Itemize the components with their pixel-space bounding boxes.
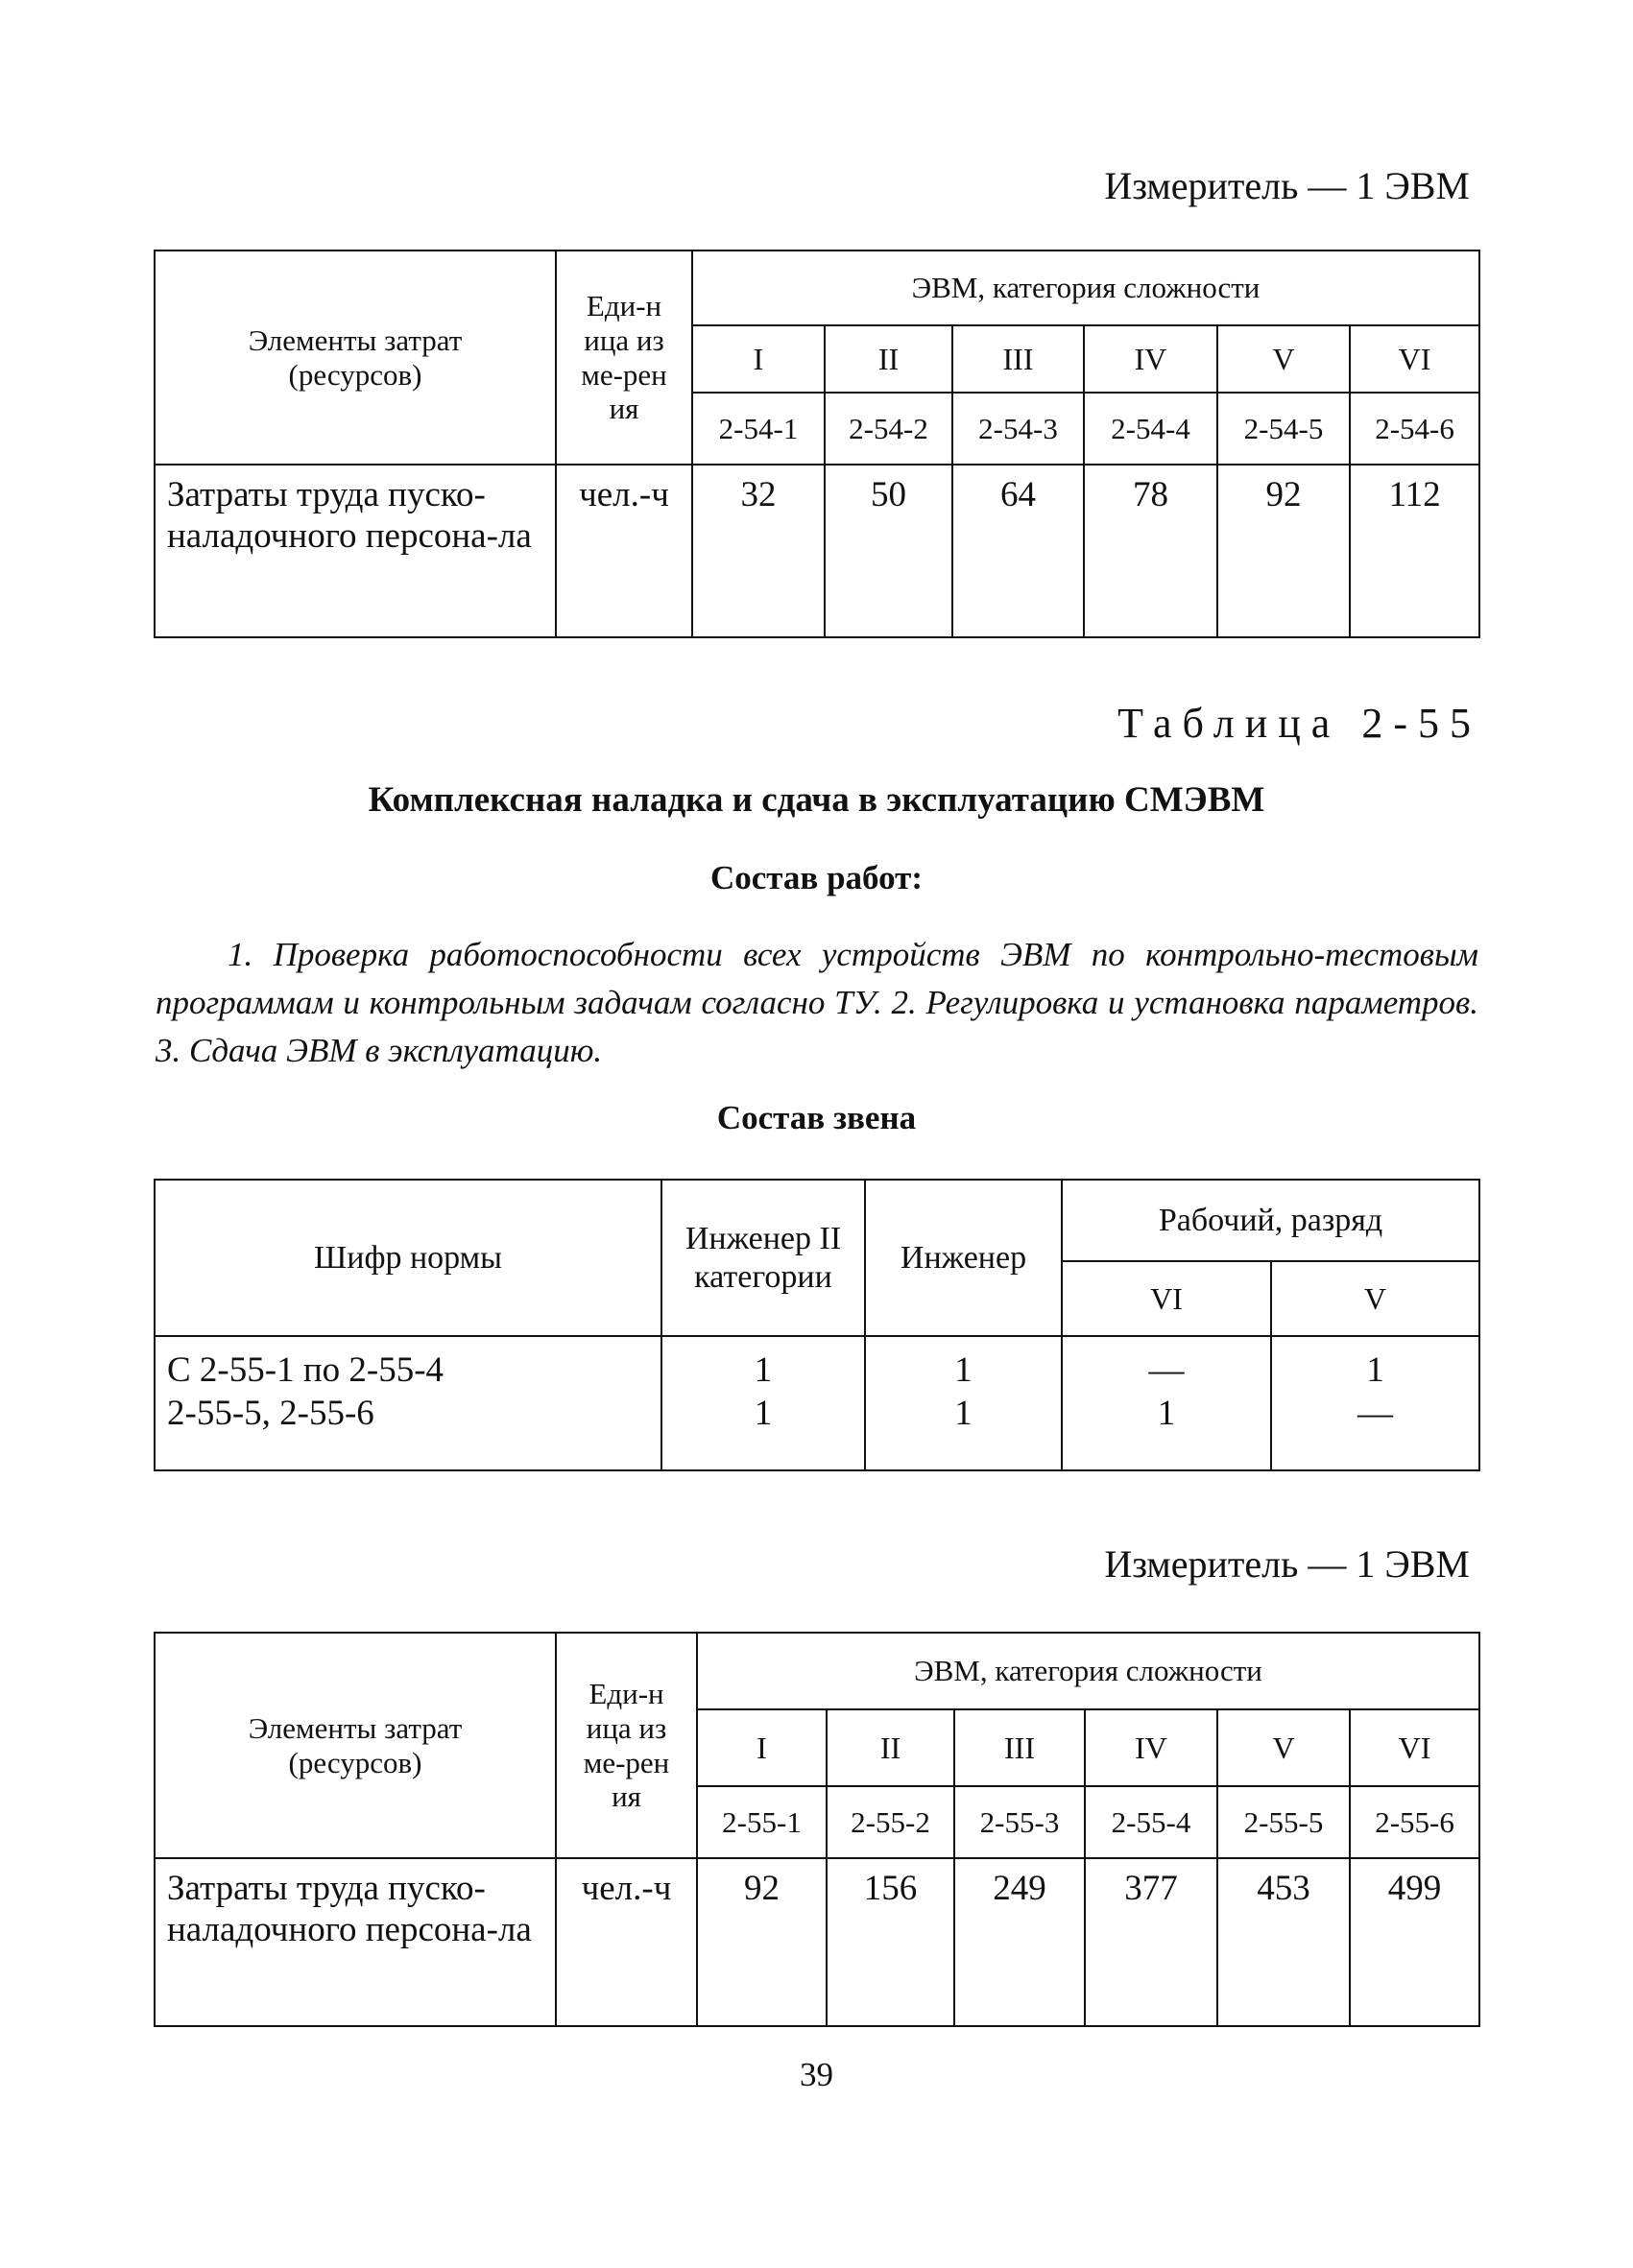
row-label: Затраты труда пуско-наладочного персона-ла	[155, 465, 556, 637]
code-cell: 2-55-1	[697, 1786, 827, 1858]
header-code: Шифр нормы	[155, 1180, 661, 1336]
header-unit: Еди-ница изме-рения	[556, 251, 692, 465]
works-text: 1. Проверка работоспособности всех устройств ЭВМ по контрольно-тестовым программам и контрольным задачам согласно ТУ. 2. Регулировка и установка параметров. 3. Сдача ЭВМ в эксплуатацию.	[156, 936, 1478, 1069]
value-cell: 249	[954, 1858, 1085, 2026]
header-category-group: ЭВМ, категория сложности	[692, 251, 1479, 325]
table-2-55	[154, 1632, 1480, 2027]
header-engineer-2: Инженер II категории	[661, 1180, 865, 1336]
code-cell: 2-54-4	[1084, 393, 1217, 465]
value-cell: 92	[697, 1858, 827, 2026]
header-category-group: ЭВМ, категория сложности	[697, 1633, 1479, 1709]
category-cell: IV	[1084, 325, 1217, 393]
header-unit: Еди-ница изме-рения	[556, 1633, 697, 1858]
category-cell: VI	[1350, 325, 1479, 393]
measure-label-bottom: Измеритель — 1 ЭВМ	[1104, 1542, 1470, 1586]
code-cell: 2-54-6	[1350, 393, 1479, 465]
category-cell: II	[825, 325, 952, 393]
code-cell: 2-55-6	[1350, 1786, 1479, 1858]
value-cell: 32	[692, 465, 825, 637]
value-cell: 112	[1350, 465, 1479, 637]
crew-grade6-cell: — 1	[1062, 1336, 1271, 1470]
grade-cell: V	[1271, 1261, 1479, 1336]
header-elements: Элементы затрат (ресурсов)	[155, 1633, 556, 1858]
measure-label-top: Измеритель — 1 ЭВМ	[1104, 164, 1470, 207]
category-cell: I	[692, 325, 825, 393]
code-cell: 2-54-5	[1217, 393, 1350, 465]
value-cell: 156	[827, 1858, 954, 2026]
row-unit: чел.-ч	[556, 465, 692, 637]
code-cell: 2-55-4	[1085, 1786, 1217, 1858]
category-cell: VI	[1350, 1709, 1479, 1786]
code-cell: 2-54-2	[825, 393, 952, 465]
table-title: Таблица 2-55	[1117, 700, 1481, 747]
category-cell: V	[1217, 325, 1350, 393]
value-cell: 92	[1217, 465, 1350, 637]
page-number: 39	[800, 2056, 833, 2093]
value-cell: 50	[825, 465, 952, 637]
crew-grade5-cell: 1 —	[1271, 1336, 1479, 1470]
category-cell: III	[952, 325, 1084, 393]
value-cell: 78	[1084, 465, 1217, 637]
category-cell: I	[697, 1709, 827, 1786]
works-title: Состав работ:	[710, 859, 923, 896]
header-elements: Элементы затрат (ресурсов)	[155, 251, 556, 465]
header-engineer: Инженер	[865, 1180, 1062, 1336]
code-cell: 2-55-5	[1217, 1786, 1350, 1858]
table-2-54	[154, 250, 1480, 638]
crew-title: Состав звена	[716, 1099, 917, 1136]
row-label: Затраты труда пуско-наладочного персона-ла	[155, 1858, 556, 2026]
section-heading: Комплексная наладка и сдача в эксплуатацию СМЭВМ	[368, 780, 1265, 820]
category-cell: III	[954, 1709, 1085, 1786]
category-cell: II	[827, 1709, 954, 1786]
code-cell: 2-54-1	[692, 393, 825, 465]
code-cell: 2-55-2	[827, 1786, 954, 1858]
header-workers: Рабочий, разряд	[1062, 1180, 1479, 1261]
value-cell: 453	[1217, 1858, 1350, 2026]
row-unit: чел.-ч	[556, 1858, 697, 2026]
grade-cell: VI	[1062, 1261, 1271, 1336]
crew-code-cell: С 2-55-1 по 2-55-4 2-55-5, 2-55-6	[155, 1336, 661, 1470]
value-cell: 499	[1350, 1858, 1479, 2026]
crew-table	[154, 1179, 1480, 1471]
category-cell: IV	[1085, 1709, 1217, 1786]
code-cell: 2-55-3	[954, 1786, 1085, 1858]
code-cell: 2-54-3	[952, 393, 1084, 465]
value-cell: 377	[1085, 1858, 1217, 2026]
value-cell: 64	[952, 465, 1084, 637]
crew-eng2-cell: 1 1	[661, 1336, 865, 1470]
crew-eng-cell: 1 1	[865, 1336, 1062, 1470]
category-cell: V	[1217, 1709, 1350, 1786]
